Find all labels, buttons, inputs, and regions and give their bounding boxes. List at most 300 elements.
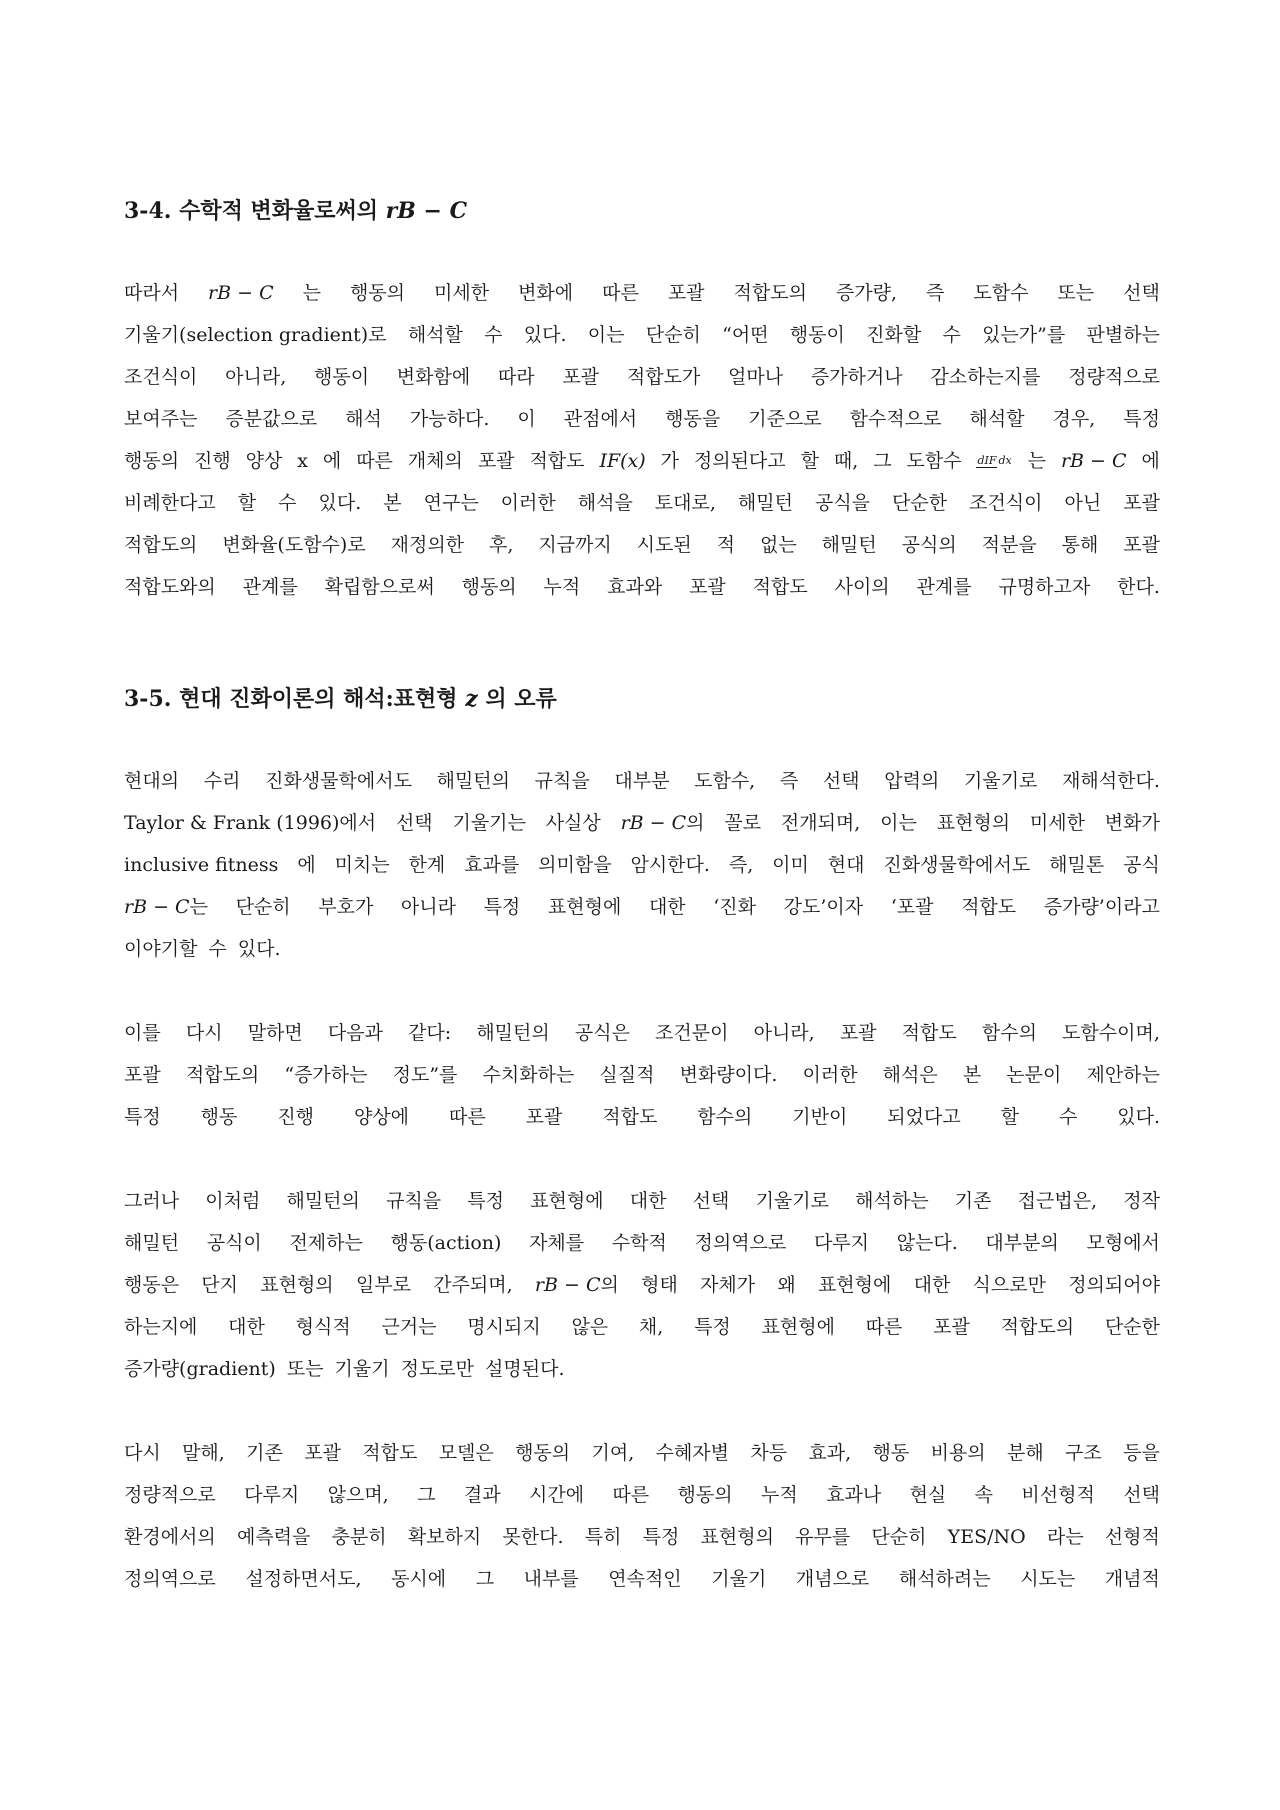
word: 미세한 — [434, 282, 490, 304]
word: 기반이 — [792, 1106, 848, 1128]
heading-text: 3-4. 수학적 변화율로써의 — [124, 198, 386, 224]
word: 기여, — [591, 1442, 635, 1464]
word: 이야기할 — [124, 938, 198, 960]
word: 포괄 — [124, 1064, 161, 1086]
word: rB − C는 — [124, 896, 208, 918]
word: 따른 — [602, 282, 639, 304]
word: 효과, — [808, 1442, 852, 1464]
word: 해밀턴의 — [436, 770, 511, 792]
paragraph-line — [124, 1096, 1160, 1138]
word: 유무를 — [795, 1526, 851, 1548]
word: 관계를 — [242, 576, 298, 598]
word: 환경에서의 — [124, 1526, 216, 1548]
word: 식으로만 — [972, 1274, 1046, 1296]
word: 해석은 — [882, 1064, 938, 1086]
word: 또는 — [286, 1358, 324, 1380]
word: 않는다. — [896, 1232, 958, 1254]
word: 조건식이 — [969, 492, 1043, 514]
paragraph-line — [124, 272, 1160, 314]
word: 행동의 — [124, 450, 180, 472]
word: 기존 — [954, 1190, 992, 1212]
word: 효과와 — [607, 576, 663, 598]
paragraph-line — [124, 1474, 1160, 1516]
word: 누적 — [761, 1484, 798, 1506]
word: 한다. — [1117, 576, 1160, 598]
word: 할 — [237, 492, 257, 514]
word: 에 — [1141, 450, 1160, 472]
word: 이를 — [124, 1022, 161, 1044]
word: rB − C의 — [620, 812, 705, 834]
word: 공식의 — [901, 534, 957, 556]
word: 속 — [974, 1484, 994, 1506]
word: 공식이 — [206, 1232, 262, 1254]
word: 되었다고 — [887, 1106, 961, 1128]
word: 같다: — [408, 1022, 452, 1044]
word: 기울기 — [711, 1568, 767, 1590]
word: 있다. — [318, 492, 362, 514]
word: 얼마나 — [728, 366, 784, 388]
word: 라는 — [1046, 1526, 1084, 1548]
word: 행동의 — [515, 1442, 571, 1464]
paragraph-line — [124, 760, 1160, 802]
word: 감소하는지를 — [930, 366, 1041, 388]
word: 포괄 — [667, 282, 705, 304]
word: 개체의 — [407, 450, 463, 472]
word: 대한 — [913, 1274, 951, 1296]
word: 정의역으로 — [694, 1232, 787, 1254]
paragraph-line — [124, 1516, 1160, 1558]
word: 기존 — [246, 1442, 283, 1464]
word: 표현형의 — [936, 812, 1011, 834]
word: 진행 — [193, 450, 231, 472]
word: 비용의 — [930, 1442, 986, 1464]
word: ‘진화 — [713, 896, 757, 918]
word: 이는 — [587, 324, 625, 346]
word: 적합도 — [752, 576, 808, 598]
word: 사이의 — [834, 576, 890, 598]
word: 압력의 — [884, 770, 940, 792]
word: 진화생물학에서도 — [883, 854, 1031, 876]
word: 선택 — [1123, 1484, 1160, 1506]
word: 규명하고자 — [998, 576, 1091, 598]
word: 수혜자별 — [655, 1442, 730, 1464]
word: 해석할 — [407, 324, 463, 346]
word: 설명된다. — [485, 1358, 565, 1380]
word: 선택 — [1123, 282, 1160, 304]
paragraph-line — [124, 1348, 1160, 1390]
word: 도함수이며, — [1062, 1022, 1160, 1044]
word: 개념적 — [1104, 1568, 1160, 1590]
word: 정작 — [1123, 1190, 1160, 1212]
paragraph-line — [124, 1180, 1160, 1222]
word: 그 — [873, 450, 892, 472]
word: 등을 — [1123, 1442, 1160, 1464]
word: 정도”를 — [392, 1064, 458, 1086]
word: 수 — [484, 324, 503, 346]
word: 사실상 — [545, 812, 601, 834]
word: rB − C의 — [534, 1274, 619, 1296]
word: 해석하려는 — [898, 1568, 991, 1590]
word: 현대의 — [124, 770, 180, 792]
word: 간주되며, — [433, 1274, 513, 1296]
word: 통해 — [1061, 534, 1099, 556]
math-fraction — [976, 455, 1012, 468]
word: 증분값으로 — [225, 408, 318, 430]
word: 따라 — [497, 366, 535, 388]
word: 말하면 — [247, 1022, 303, 1044]
word: 행동의 — [677, 1484, 733, 1506]
word: 모델은 — [438, 1442, 494, 1464]
word: 설정하면서도, — [245, 1568, 362, 1590]
word: 특정 — [694, 1316, 731, 1338]
word: 변화율(도함수)로 — [222, 534, 366, 556]
word: 는 — [302, 282, 321, 304]
word: 적합도 — [362, 1442, 418, 1464]
word: 함수적으로 — [849, 408, 942, 430]
paragraph-line — [124, 1264, 1160, 1306]
word: 결과 — [463, 1484, 501, 1506]
word: 않은 — [571, 1316, 609, 1338]
word: 포괄 — [562, 366, 600, 388]
word: 현실 — [909, 1484, 947, 1506]
word: 단지 — [201, 1274, 239, 1296]
word: 충분히 — [331, 1526, 387, 1548]
word: 않으며, — [327, 1484, 389, 1506]
word: 행동 — [200, 1106, 238, 1128]
word: 말해, — [182, 1442, 225, 1464]
word: 단순히 — [871, 1526, 927, 1548]
word: 포괄 — [933, 1316, 970, 1338]
word: 부호가 — [318, 896, 374, 918]
word: 포괄 — [477, 450, 515, 472]
word: 증가하거나 — [810, 366, 903, 388]
word: 대한 — [629, 1190, 667, 1212]
word: 효과나 — [826, 1484, 882, 1506]
word: 명시되지 — [467, 1316, 541, 1338]
word: 수 — [278, 492, 297, 514]
word: 정의되어야 — [1068, 1274, 1160, 1296]
word: 못한다. — [502, 1526, 564, 1548]
word: 포괄 — [689, 576, 726, 598]
word: 행동(action) — [390, 1232, 502, 1254]
paragraph-line — [124, 1054, 1160, 1096]
word: 할 — [800, 450, 819, 472]
word: 표현형의 — [260, 1274, 334, 1296]
section-3-5-paragraph-3 — [124, 1180, 1160, 1390]
section-3-5-paragraph-1 — [124, 760, 1160, 970]
word: 따른 — [356, 450, 393, 472]
paragraph-line — [124, 356, 1160, 398]
word: 공식을 — [814, 492, 871, 514]
word: 적합도 — [961, 896, 1017, 918]
paragraph-line — [124, 1432, 1160, 1474]
word: 의미함을 — [538, 854, 612, 876]
word: 포괄 — [1123, 534, 1160, 556]
word: 개념으로 — [795, 1568, 870, 1590]
word: 에 — [297, 854, 316, 876]
word: 없는 — [759, 534, 797, 556]
word: 수 — [942, 324, 961, 346]
word: 적합도의 — [733, 282, 807, 304]
word: 분해 — [1006, 1442, 1044, 1464]
word: 조건문이 — [655, 1022, 729, 1044]
word: Taylor & Frank (1996)에서 — [124, 812, 377, 834]
word: 그 — [475, 1568, 495, 1590]
word: 도함수 — [973, 282, 1029, 304]
word: 미세한 — [1029, 812, 1085, 834]
word: 차등 — [750, 1442, 788, 1464]
word: 적 — [716, 534, 736, 556]
word: 행동이 — [789, 324, 845, 346]
word: 정의역으로 — [124, 1568, 216, 1590]
heading-text-suffix: 의 오류 — [477, 686, 557, 712]
word: 자체를 — [529, 1232, 585, 1254]
section-3-5-heading — [124, 684, 557, 714]
word: 공식은 — [574, 1022, 630, 1044]
word: 변화량이다. — [679, 1064, 778, 1086]
word: 단순히 — [235, 896, 291, 918]
word: 이는 — [880, 812, 917, 834]
paragraph-line — [124, 802, 1160, 844]
word: 아니라 — [400, 896, 456, 918]
word: 특히 — [584, 1526, 622, 1548]
word: 적합도의 — [1000, 1316, 1075, 1338]
word: x — [297, 450, 308, 472]
word: 아니라, — [225, 366, 287, 388]
word: 대한 — [648, 896, 686, 918]
word: inclusive fitness — [124, 854, 279, 876]
word: 내부를 — [523, 1568, 579, 1590]
word: 있다. — [523, 324, 567, 346]
word: 행동의 — [461, 576, 517, 598]
heading-math: rB − C — [385, 198, 468, 224]
word: 대한 — [228, 1316, 265, 1338]
word: 이처럼 — [205, 1190, 261, 1212]
word: 후, — [488, 534, 514, 556]
word: 때, — [833, 450, 859, 472]
word: 전제하는 — [289, 1232, 363, 1254]
word: 경우, — [1052, 408, 1096, 430]
word: 본 — [383, 492, 402, 514]
word: 다시 — [185, 1022, 223, 1044]
word: 그 — [417, 1484, 436, 1506]
word: 포괄 — [304, 1442, 341, 1464]
word: 특정 — [1123, 408, 1160, 430]
word: 재정의한 — [390, 534, 465, 556]
word: 미치는 — [334, 854, 390, 876]
word: 관계를 — [916, 576, 972, 598]
word: 꼴로 — [724, 812, 762, 834]
word: 효과를 — [464, 854, 520, 876]
word: 본 — [962, 1064, 982, 1086]
word: 형태 — [641, 1274, 678, 1296]
word: 적합도의 — [124, 534, 198, 556]
word: 해밀톤 — [1049, 854, 1105, 876]
word: 즉 — [926, 282, 945, 304]
paragraph-line — [124, 524, 1160, 566]
word: 표현형의 — [700, 1526, 774, 1548]
word: 대부분 — [614, 770, 670, 792]
paragraph-line — [124, 1558, 1160, 1600]
word: 동시에 — [391, 1568, 447, 1590]
paragraph-line — [124, 928, 1160, 970]
word: 변화함에 — [396, 366, 471, 388]
word: 채, — [638, 1316, 664, 1338]
word: 해밀턴 — [737, 492, 793, 514]
section-3-4-paragraph — [124, 272, 1160, 608]
word: 선택 — [692, 1190, 730, 1212]
word: 적합도 — [529, 450, 585, 472]
word: 행동이 — [314, 366, 370, 388]
word: 기준으로 — [748, 408, 822, 430]
word: 따른 — [612, 1484, 650, 1506]
word: 연구는 — [423, 492, 479, 514]
word: 행동은 — [124, 1274, 180, 1296]
word: 논문이 — [1006, 1064, 1062, 1086]
word: 전개되며, — [780, 812, 861, 834]
word: 증가량’이라고 — [1043, 896, 1160, 918]
word: YES/NO — [947, 1526, 1026, 1548]
word: 에 — [322, 450, 342, 472]
word: 할 — [1000, 1106, 1019, 1128]
word: 정량적으로 — [1068, 366, 1160, 388]
paragraph-line — [124, 440, 1160, 482]
word: 규칙을 — [534, 770, 590, 792]
word: 있는가”를 — [982, 324, 1066, 346]
paragraph-line — [124, 314, 1160, 356]
word: 증가량(gradient) — [124, 1358, 276, 1380]
word: 특정 — [467, 1190, 505, 1212]
word: 기울기로 — [963, 770, 1038, 792]
word: 지금까지 — [538, 534, 612, 556]
word: 특정 — [124, 1106, 161, 1128]
word: 비례한다고 — [124, 492, 216, 514]
word: “어떤 — [722, 324, 769, 346]
fraction-numerator: dIF — [977, 453, 997, 467]
word: 이 — [517, 408, 536, 430]
word: 수리 — [203, 770, 241, 792]
paragraph-line — [124, 566, 1160, 608]
heading-math: z — [465, 686, 478, 712]
word: 가 — [660, 450, 679, 472]
word: 토대로, — [654, 492, 716, 514]
paragraph-line — [124, 886, 1160, 928]
word: 기울기 — [334, 1358, 390, 1380]
word: 판별하는 — [1086, 324, 1160, 346]
word: 해석할 — [969, 408, 1025, 430]
word: 근거는 — [381, 1316, 437, 1338]
word: 선택 — [395, 812, 433, 834]
word: 수학적 — [611, 1232, 667, 1254]
word: 조건식이 — [124, 366, 198, 388]
word: 는 — [1027, 450, 1047, 472]
word: 진행 — [277, 1106, 315, 1128]
word: 적분을 — [981, 534, 1037, 556]
word: 행동의 — [349, 282, 406, 304]
word: 양상에 — [353, 1106, 410, 1128]
word: 대부분의 — [985, 1232, 1059, 1254]
word: 해밀턴의 — [286, 1190, 360, 1212]
word: 현대 — [827, 854, 865, 876]
paragraph-line — [124, 1222, 1160, 1264]
word: 기울기로 — [755, 1190, 829, 1212]
word: 이러한 — [500, 492, 556, 514]
section-3-5-paragraph-4 — [124, 1432, 1160, 1600]
word: 포괄 — [1123, 492, 1160, 514]
word: 변화가 — [1104, 812, 1160, 834]
word: 일부로 — [355, 1274, 411, 1296]
word: 또는 — [1057, 282, 1095, 304]
paragraph-line — [124, 482, 1160, 524]
word: 변화에 — [518, 282, 574, 304]
word: 확립함으로써 — [324, 576, 435, 598]
word: 양상 — [245, 450, 283, 472]
word: 포괄 — [839, 1022, 877, 1044]
word: 재해석한다. — [1062, 770, 1160, 792]
word: 표현형에 — [761, 1316, 835, 1338]
word: 단순히 — [645, 324, 701, 346]
word: 행동 — [872, 1442, 910, 1464]
word: 누적 — [543, 576, 581, 598]
word: 적합도의 — [185, 1064, 260, 1086]
word: 포괄 — [525, 1106, 563, 1128]
word: 단순한 — [1104, 1316, 1160, 1338]
word: 관점에서 — [563, 408, 638, 430]
paragraph-line — [124, 1012, 1160, 1054]
word: 이러한 — [802, 1064, 858, 1086]
word: 표현형에 — [547, 896, 622, 918]
word: 강도’이자 — [783, 896, 864, 918]
word: 다루지 — [244, 1484, 300, 1506]
word: 적합도 — [602, 1106, 658, 1128]
word: 해석 — [345, 408, 382, 430]
word: rB − C — [208, 282, 274, 304]
word: 즉 — [779, 770, 799, 792]
word: 하는지에 — [124, 1316, 198, 1338]
word: 정도로만 — [400, 1358, 475, 1380]
word: 도함수 — [906, 450, 962, 472]
paragraph-line — [124, 1306, 1160, 1348]
word: 해밀턴의 — [476, 1022, 550, 1044]
word: 보여주는 — [124, 408, 198, 430]
word: 따른 — [865, 1316, 903, 1338]
word: 정의된다고 — [693, 450, 786, 472]
word: 표현형에 — [530, 1190, 604, 1212]
heading-text: 3-5. 현대 진화이론의 해석:표현형 — [124, 686, 466, 712]
word: 확보하지 — [407, 1526, 482, 1548]
word: 왜 — [777, 1274, 796, 1296]
word: 제안하는 — [1086, 1064, 1160, 1086]
word: ‘포괄 — [890, 896, 934, 918]
word: 아닌 — [1064, 492, 1102, 514]
word: 특정 — [642, 1526, 680, 1548]
word: 해밀턴 — [124, 1232, 180, 1254]
word: 다시 — [124, 1442, 161, 1464]
word: 연속적인 — [608, 1568, 682, 1590]
word: 한계 — [408, 854, 446, 876]
word: 규칙을 — [386, 1190, 442, 1212]
word: 진화생물학에서도 — [265, 770, 412, 792]
word: 즉, — [728, 854, 754, 876]
word: 예측력을 — [236, 1526, 311, 1548]
word: 암시한다. — [630, 854, 710, 876]
word: 해밀턴 — [821, 534, 877, 556]
word: 비선형적 — [1021, 1484, 1095, 1506]
word: 실질적 — [599, 1064, 655, 1086]
word: 아니라, — [753, 1022, 815, 1044]
word: 시도는 — [1020, 1568, 1076, 1590]
word: 표현형에 — [817, 1274, 892, 1296]
